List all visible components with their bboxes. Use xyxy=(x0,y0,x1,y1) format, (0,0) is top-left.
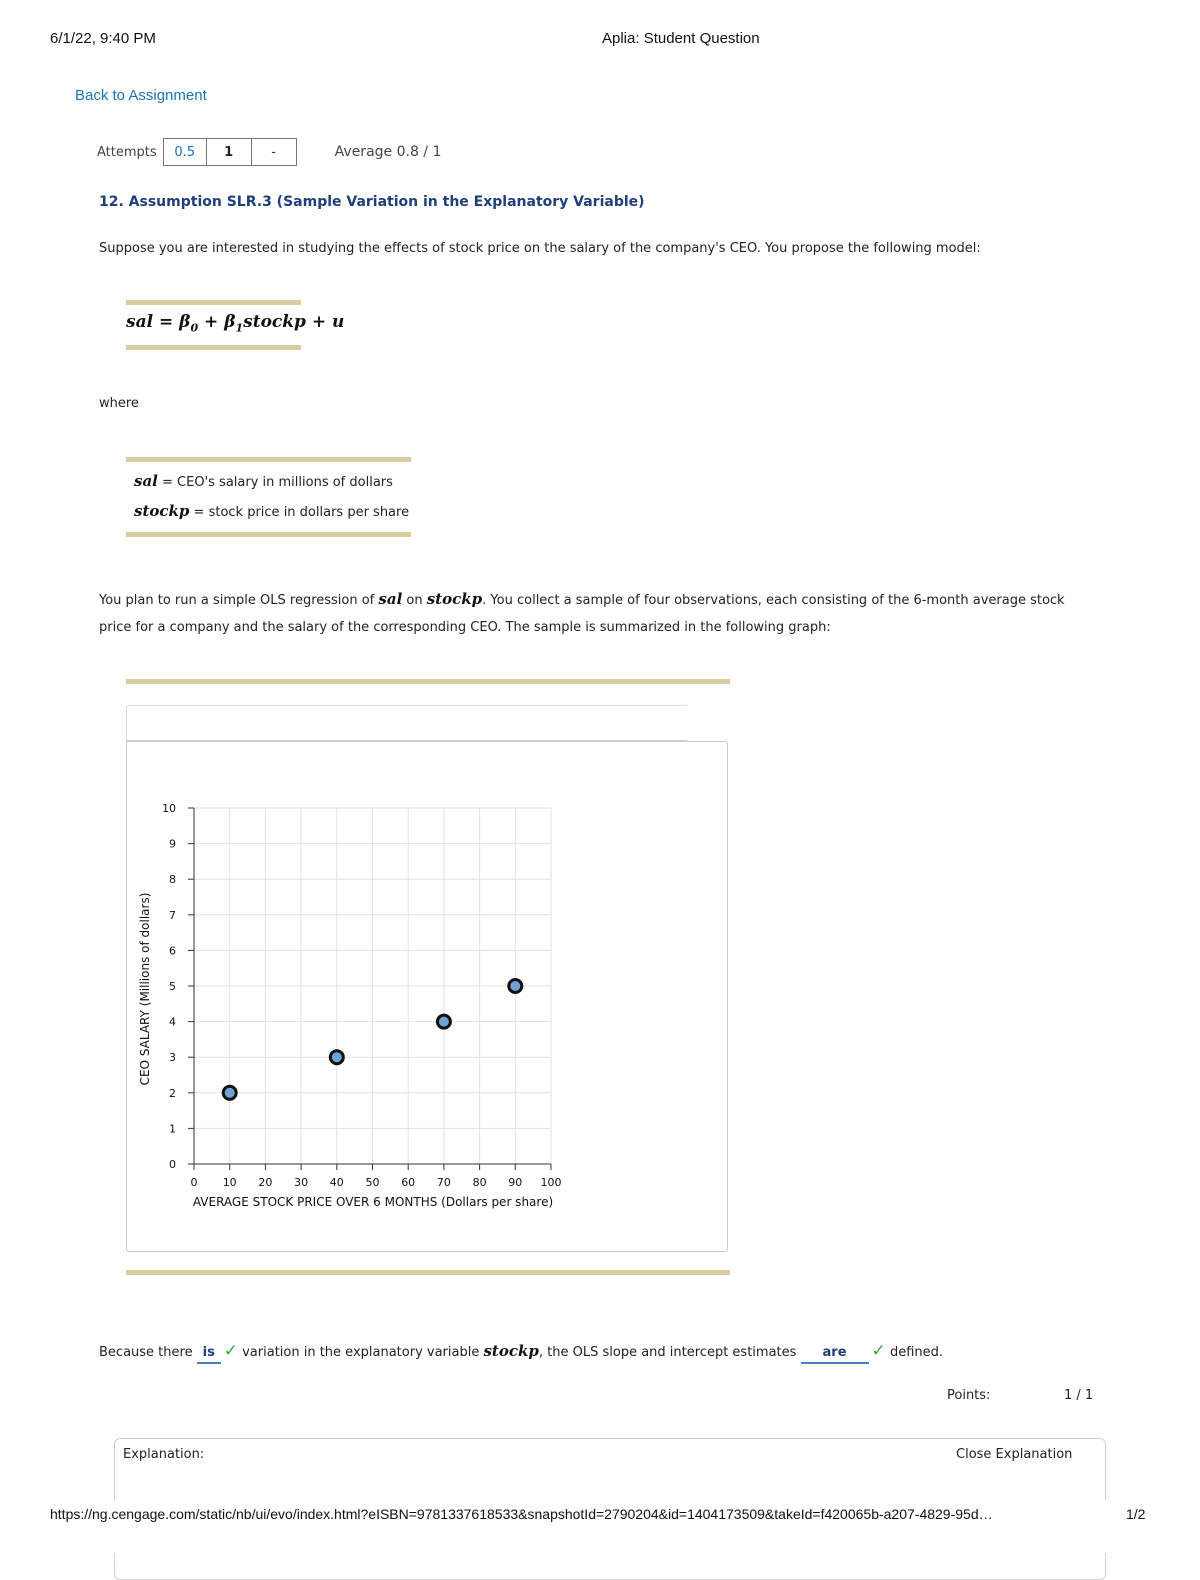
y-tick-label: 9 xyxy=(169,837,176,851)
attempt-1-score[interactable]: 0.5 xyxy=(163,138,207,166)
data-point xyxy=(330,1051,343,1064)
y-tick-label: 1 xyxy=(169,1122,176,1136)
x-tick-label: 30 xyxy=(294,1176,309,1189)
correct-check-icon: ✓ xyxy=(871,1341,886,1361)
y-tick-label: 4 xyxy=(169,1015,176,1029)
attempts-label: Attempts xyxy=(97,144,157,160)
x-tick-label: 0 xyxy=(190,1176,198,1189)
plan-var-sal: sal xyxy=(378,590,403,608)
print-header xyxy=(0,30,1200,50)
explanation-label: Explanation: xyxy=(123,1447,205,1462)
answer-var-stockp: stockp xyxy=(483,1342,539,1360)
plan-text-1: You plan to run a simple OLS regression of xyxy=(99,593,375,608)
formula-bottom-rule xyxy=(126,345,301,350)
answer-blank-2[interactable]: are xyxy=(801,1344,869,1364)
y-tick-label: 6 xyxy=(169,944,176,958)
x-tick-label: 90 xyxy=(508,1176,523,1189)
plan-paragraph xyxy=(99,586,1099,641)
x-tick-label: 70 xyxy=(436,1176,451,1189)
x-tick-label: 40 xyxy=(329,1176,344,1189)
x-tick-label: 50 xyxy=(365,1176,380,1189)
var-sal: sal xyxy=(134,472,158,490)
definition-sal-text: = CEO's salary in millions of dollars xyxy=(162,475,393,490)
answer-sentence xyxy=(99,1338,1099,1366)
print-footer xyxy=(0,1500,1200,1553)
y-tick-label: 3 xyxy=(169,1051,176,1065)
graph-top-rule xyxy=(126,679,730,684)
formula-top-rule xyxy=(126,300,301,305)
plan-on: on xyxy=(406,593,423,608)
y-tick-label: 8 xyxy=(169,873,176,887)
close-explanation-button[interactable]: Close Explanation xyxy=(956,1447,1073,1462)
data-point xyxy=(509,980,522,993)
x-tick-label: 10 xyxy=(222,1176,237,1189)
y-axis-label: CEO SALARY (Millions of dollars) xyxy=(138,892,152,1086)
average-score: Average 0.8 / 1 xyxy=(334,144,442,160)
graph-panel xyxy=(126,741,728,1252)
x-tick-label: 20 xyxy=(258,1176,273,1189)
data-point xyxy=(223,1086,236,1099)
plan-text-3: price for a company and the salary of the corresponding CEO. The sample is summarized in the following graph: xyxy=(99,620,831,635)
x-tick-label: 100 xyxy=(540,1176,562,1189)
attempt-3-score[interactable]: - xyxy=(251,138,297,166)
definition-stockp xyxy=(134,502,409,520)
plan-text-2: . You collect a sample of four observations, each consisting of the 6-month average stock xyxy=(482,593,1065,608)
x-axis-label: AVERAGE STOCK PRICE OVER 6 MONTHS (Dollars per share) xyxy=(192,1195,554,1209)
x-tick-label: 80 xyxy=(472,1176,487,1189)
footer-url: https://ng.cengage.com/static/nb/ui/evo/index.html?eISBN=9781337618533&snapshotId=2790204&id=1404173509&takeId=f420065b-a207-4829-95d… xyxy=(50,1506,993,1522)
back-to-assignment-link[interactable]: Back to Assignment xyxy=(75,87,207,104)
var-stockp: stockp xyxy=(134,502,190,520)
correct-check-icon: ✓ xyxy=(223,1341,238,1361)
definition-sal xyxy=(134,472,393,490)
plan-var-stockp: stockp xyxy=(426,590,483,608)
model-formula: sal = $\beta_0$ + $\beta_1stockp + u$ xyxy=(126,312,345,335)
data-point xyxy=(437,1015,450,1028)
where-text: where xyxy=(99,396,139,411)
y-tick-label: 5 xyxy=(169,980,176,993)
points-value: 1 / 1 xyxy=(1064,1388,1094,1403)
attempt-2-score[interactable]: 1 xyxy=(206,138,252,166)
y-tick-label: 10 xyxy=(162,802,176,815)
x-tick-label: 60 xyxy=(401,1176,416,1189)
answer-mid: variation in the explanatory variable xyxy=(242,1345,480,1360)
answer-pre: Because there xyxy=(99,1345,193,1360)
question-intro: Suppose you are interested in studying the effects of stock price on the salary of the company's CEO. You propose the following model: xyxy=(99,241,981,256)
definition-stockp-text: = stock price in dollars per share xyxy=(193,505,410,520)
y-tick-label: 7 xyxy=(169,908,176,922)
answer-mid-2: , the OLS slope and intercept estimates xyxy=(538,1345,797,1360)
points-label: Points: xyxy=(947,1388,991,1403)
print-title: Aplia: Student Question xyxy=(602,30,760,47)
definitions-bottom-rule xyxy=(126,532,411,537)
definitions-top-rule xyxy=(126,457,411,462)
graph-bottom-rule xyxy=(126,1270,730,1275)
graph-toolbar xyxy=(126,705,687,742)
print-date: 6/1/22, 9:40 PM xyxy=(50,30,156,47)
scatter-chart xyxy=(127,742,727,1251)
question-title: 12. Assumption SLR.3 (Sample Variation in the Explanatory Variable) xyxy=(99,194,645,210)
answer-blank-1[interactable]: is xyxy=(197,1344,221,1364)
footer-page-number: 1/2 xyxy=(1126,1506,1146,1522)
y-tick-label: 0 xyxy=(169,1158,176,1171)
y-tick-label: 2 xyxy=(169,1086,176,1100)
answer-post: defined. xyxy=(889,1345,943,1360)
attempts-row xyxy=(97,138,441,166)
